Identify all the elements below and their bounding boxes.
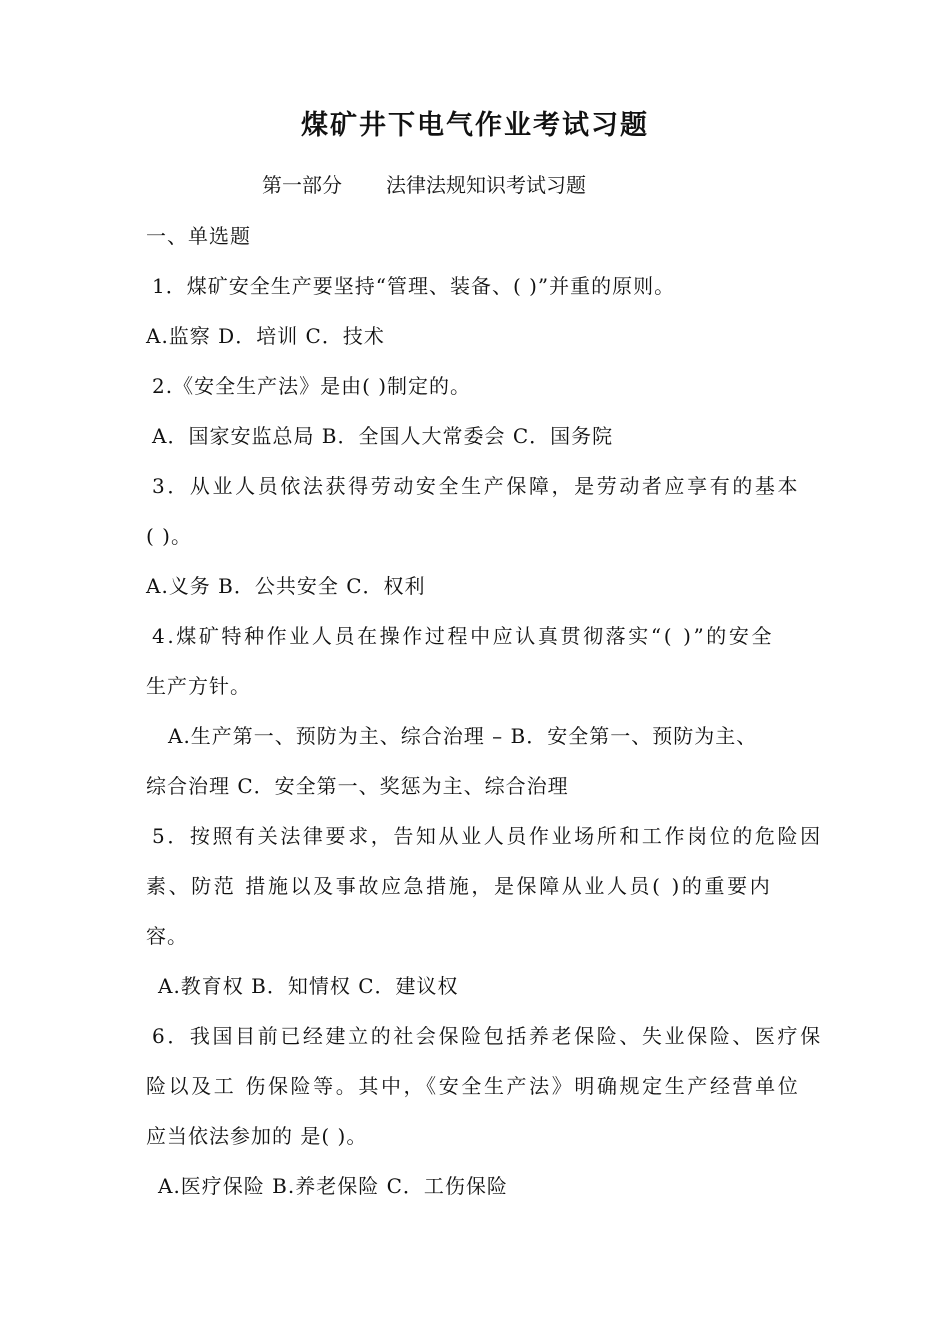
- question-line: 1．煤矿安全生产要坚持“管理、装备、( )”并重的原则。: [152, 274, 676, 298]
- question-line: 4.煤矿特种作业人员在操作过程中应认真贯彻落实“( )”的安全: [152, 624, 775, 648]
- question-line: ( )。: [146, 524, 192, 548]
- answer-options: A.生产第一、预防为主、综合治理 – B．安全第一、预防为主、: [168, 724, 758, 748]
- question-line: 生产方针。: [146, 674, 251, 698]
- answer-options: A.监察 D．培训 C．技术: [146, 324, 385, 348]
- part-name: 法律法规知识考试习题: [386, 173, 586, 197]
- answer-options: 综合治理 C．安全第一、奖惩为主、综合治理: [146, 774, 569, 798]
- question-line: 险以及工 伤保险等。其中，《安全生产法》明确规定生产经营单位: [146, 1074, 801, 1098]
- question-line: 容。: [146, 924, 188, 948]
- question-line: 5．按照有关法律要求，告知从业人员作业场所和工作岗位的危险因: [152, 824, 823, 848]
- part-number: 第一部分: [262, 173, 342, 197]
- section-heading: 一、单选题: [146, 224, 251, 248]
- question-line: 应当依法参加的 是( )。: [146, 1124, 368, 1148]
- answer-options: A．国家安监总局 B．全国人大常委会 C．国务院: [152, 424, 614, 448]
- answer-options: A.教育权 B．知情权 C．建议权: [158, 974, 459, 998]
- document-title: 煤矿井下电气作业考试习题: [301, 110, 649, 141]
- question-line: 6．我国目前已经建立的社会保险包括养老保险、失业保险、医疗保: [152, 1024, 823, 1048]
- question-line: 2.《安全生产法》是由( )制定的。: [152, 374, 472, 398]
- question-line: 素、防范 措施以及事故应急措施，是保障从业人员( )的重要内: [146, 874, 773, 898]
- question-line: 3．从业人员依法获得劳动安全生产保障，是劳动者应享有的基本: [152, 474, 801, 498]
- answer-options: A.医疗保险 B.养老保险 C．工伤保险: [158, 1174, 508, 1198]
- answer-options: A.义务 B．公共安全 C．权利: [146, 574, 426, 598]
- part-heading: [262, 170, 586, 200]
